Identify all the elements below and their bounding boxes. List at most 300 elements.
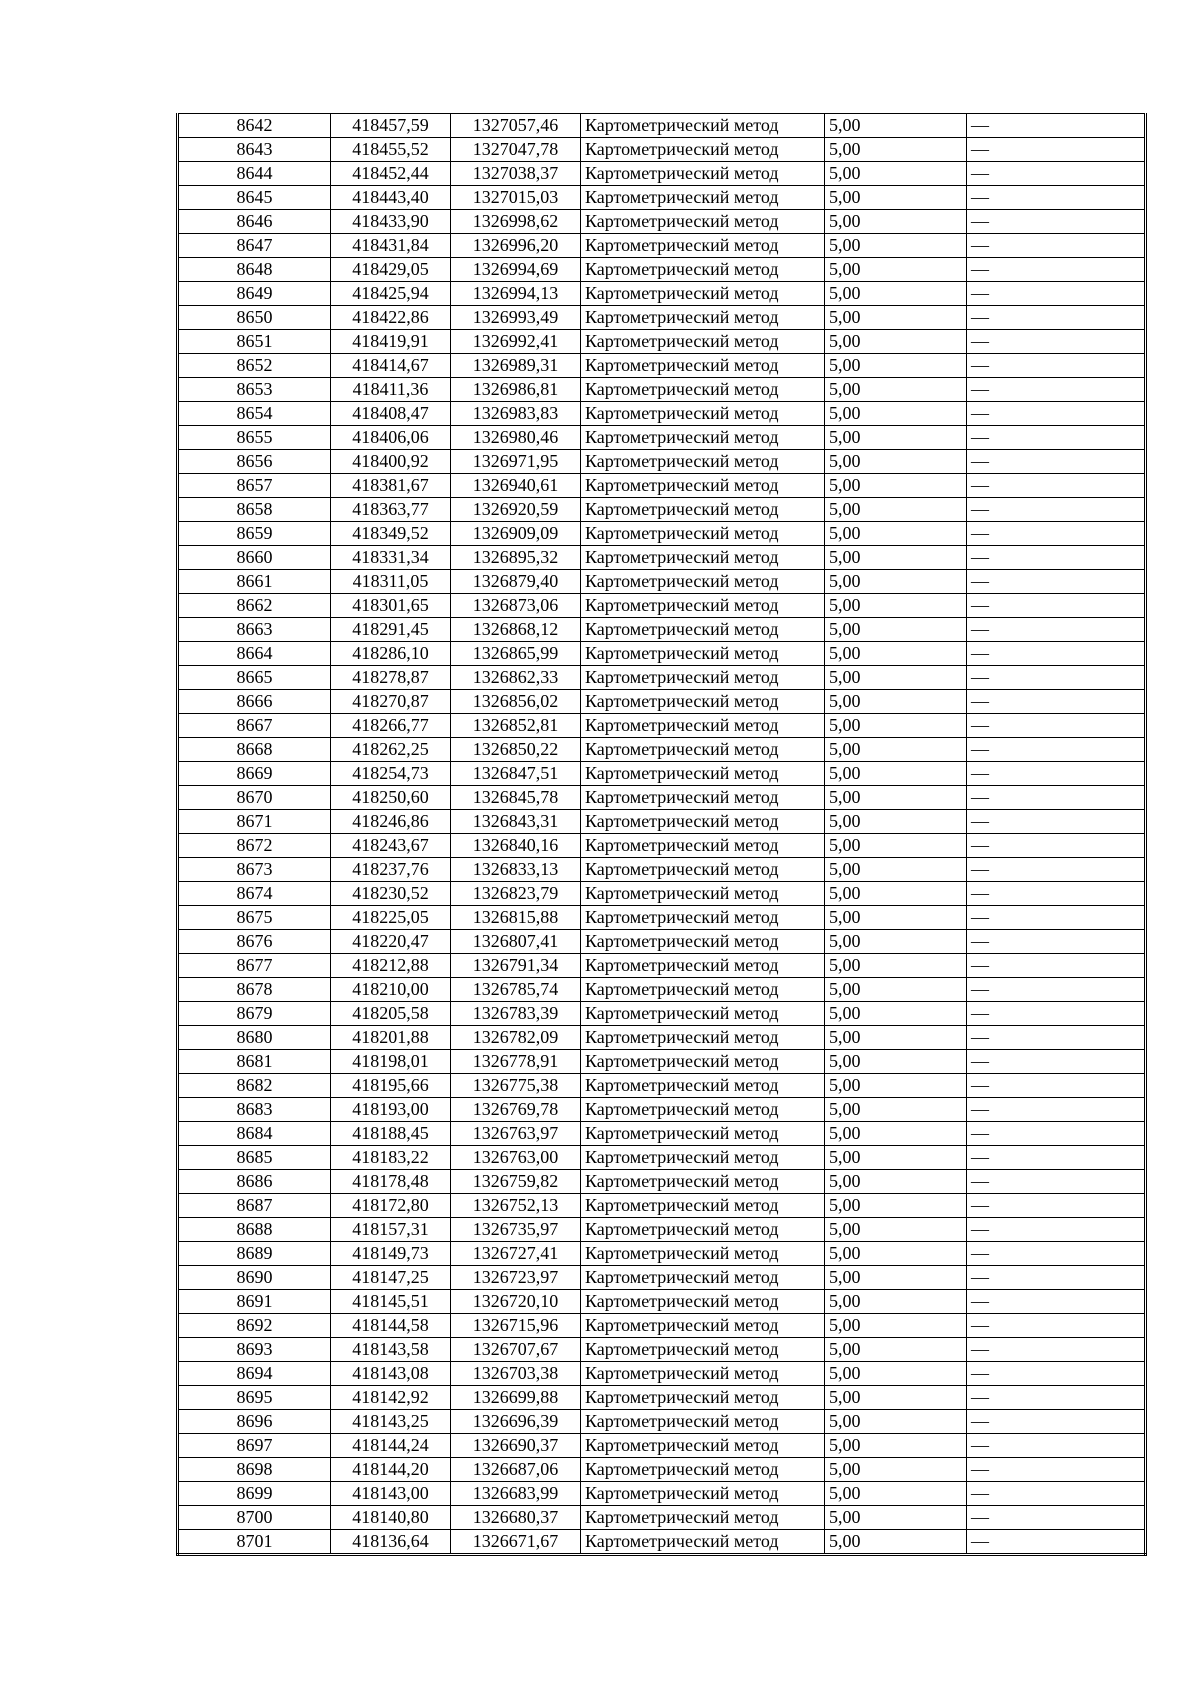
table-row	[178, 474, 1146, 498]
description-cell: —	[967, 834, 1146, 858]
x-coordinate-cell: 418457,59	[331, 114, 451, 138]
accuracy-cell: 5,00	[825, 1074, 967, 1098]
description-cell: —	[967, 618, 1146, 642]
table-row	[178, 738, 1146, 762]
x-coordinate-cell: 418286,10	[331, 642, 451, 666]
description-cell: —	[967, 1266, 1146, 1290]
method-cell: Картометрический метод	[581, 978, 825, 1002]
table-row	[178, 1338, 1146, 1362]
method-cell: Картометрический метод	[581, 1218, 825, 1242]
method-cell: Картометрический метод	[581, 354, 825, 378]
accuracy-cell: 5,00	[825, 1530, 967, 1555]
table-row	[178, 858, 1146, 882]
description-cell: —	[967, 954, 1146, 978]
y-coordinate-cell: 1326715,96	[451, 1314, 581, 1338]
point-number-cell: 8685	[178, 1146, 331, 1170]
accuracy-cell: 5,00	[825, 402, 967, 426]
description-cell: —	[967, 978, 1146, 1002]
description-cell: —	[967, 1242, 1146, 1266]
accuracy-cell: 5,00	[825, 1098, 967, 1122]
x-coordinate-cell: 418144,20	[331, 1458, 451, 1482]
table-row	[178, 1170, 1146, 1194]
description-cell: —	[967, 1482, 1146, 1506]
method-cell: Картометрический метод	[581, 1122, 825, 1146]
y-coordinate-cell: 1326699,88	[451, 1386, 581, 1410]
y-coordinate-cell: 1326769,78	[451, 1098, 581, 1122]
method-cell: Картометрический метод	[581, 1074, 825, 1098]
x-coordinate-cell: 418147,25	[331, 1266, 451, 1290]
method-cell: Картометрический метод	[581, 810, 825, 834]
x-coordinate-cell: 418205,58	[331, 1002, 451, 1026]
table-row	[178, 930, 1146, 954]
y-coordinate-cell: 1326763,00	[451, 1146, 581, 1170]
description-cell: —	[967, 1122, 1146, 1146]
table-row	[178, 1362, 1146, 1386]
table-row	[178, 954, 1146, 978]
description-cell: —	[967, 1194, 1146, 1218]
method-cell: Картометрический метод	[581, 906, 825, 930]
x-coordinate-cell: 418452,44	[331, 162, 451, 186]
method-cell: Картометрический метод	[581, 1530, 825, 1555]
point-number-cell: 8691	[178, 1290, 331, 1314]
point-number-cell: 8694	[178, 1362, 331, 1386]
method-cell: Картометрический метод	[581, 714, 825, 738]
table-row	[178, 1122, 1146, 1146]
x-coordinate-cell: 418363,77	[331, 498, 451, 522]
y-coordinate-cell: 1326778,91	[451, 1050, 581, 1074]
accuracy-cell: 5,00	[825, 114, 967, 138]
point-number-cell: 8649	[178, 282, 331, 306]
description-cell: —	[967, 1002, 1146, 1026]
method-cell: Картометрический метод	[581, 210, 825, 234]
description-cell: —	[967, 666, 1146, 690]
description-cell: —	[967, 570, 1146, 594]
point-number-cell: 8644	[178, 162, 331, 186]
table-row	[178, 402, 1146, 426]
y-coordinate-cell: 1326862,33	[451, 666, 581, 690]
accuracy-cell: 5,00	[825, 1410, 967, 1434]
table-row	[178, 1194, 1146, 1218]
x-coordinate-cell: 418455,52	[331, 138, 451, 162]
x-coordinate-cell: 418422,86	[331, 306, 451, 330]
method-cell: Картометрический метод	[581, 186, 825, 210]
description-cell: —	[967, 1530, 1146, 1555]
x-coordinate-cell: 418433,90	[331, 210, 451, 234]
accuracy-cell: 5,00	[825, 666, 967, 690]
point-number-cell: 8661	[178, 570, 331, 594]
table-row	[178, 1146, 1146, 1170]
point-number-cell: 8660	[178, 546, 331, 570]
y-coordinate-cell: 1326865,99	[451, 642, 581, 666]
x-coordinate-cell: 418291,45	[331, 618, 451, 642]
accuracy-cell: 5,00	[825, 162, 967, 186]
method-cell: Картометрический метод	[581, 642, 825, 666]
y-coordinate-cell: 1326752,13	[451, 1194, 581, 1218]
point-number-cell: 8689	[178, 1242, 331, 1266]
table-row	[178, 1218, 1146, 1242]
point-number-cell: 8679	[178, 1002, 331, 1026]
y-coordinate-cell: 1326791,34	[451, 954, 581, 978]
point-number-cell: 8658	[178, 498, 331, 522]
y-coordinate-cell: 1326696,39	[451, 1410, 581, 1434]
accuracy-cell: 5,00	[825, 450, 967, 474]
accuracy-cell: 5,00	[825, 1458, 967, 1482]
x-coordinate-cell: 418431,84	[331, 234, 451, 258]
coordinates-table	[176, 113, 1147, 1556]
description-cell: —	[967, 1434, 1146, 1458]
description-cell: —	[967, 114, 1146, 138]
point-number-cell: 8699	[178, 1482, 331, 1506]
description-cell: —	[967, 882, 1146, 906]
y-coordinate-cell: 1326687,06	[451, 1458, 581, 1482]
point-number-cell: 8651	[178, 330, 331, 354]
description-cell: —	[967, 1146, 1146, 1170]
point-number-cell: 8655	[178, 426, 331, 450]
method-cell: Картометрический метод	[581, 1458, 825, 1482]
y-coordinate-cell: 1326989,31	[451, 354, 581, 378]
method-cell: Картометрический метод	[581, 570, 825, 594]
point-number-cell: 8676	[178, 930, 331, 954]
accuracy-cell: 5,00	[825, 978, 967, 1002]
x-coordinate-cell: 418183,22	[331, 1146, 451, 1170]
description-cell: —	[967, 498, 1146, 522]
description-cell: —	[967, 306, 1146, 330]
description-cell: —	[967, 1314, 1146, 1338]
point-number-cell: 8692	[178, 1314, 331, 1338]
method-cell: Картометрический метод	[581, 306, 825, 330]
table-row	[178, 570, 1146, 594]
description-cell: —	[967, 258, 1146, 282]
point-number-cell: 8673	[178, 858, 331, 882]
method-cell: Картометрический метод	[581, 834, 825, 858]
method-cell: Картометрический метод	[581, 1170, 825, 1194]
point-number-cell: 8646	[178, 210, 331, 234]
description-cell: —	[967, 594, 1146, 618]
table-row	[178, 786, 1146, 810]
table-row	[178, 282, 1146, 306]
x-coordinate-cell: 418201,88	[331, 1026, 451, 1050]
method-cell: Картометрический метод	[581, 1338, 825, 1362]
y-coordinate-cell: 1326703,38	[451, 1362, 581, 1386]
point-number-cell: 8681	[178, 1050, 331, 1074]
method-cell: Картометрический метод	[581, 954, 825, 978]
x-coordinate-cell: 418172,80	[331, 1194, 451, 1218]
method-cell: Картометрический метод	[581, 282, 825, 306]
table-row	[178, 1242, 1146, 1266]
y-coordinate-cell: 1326983,83	[451, 402, 581, 426]
x-coordinate-cell: 418157,31	[331, 1218, 451, 1242]
y-coordinate-cell: 1326823,79	[451, 882, 581, 906]
table-row	[178, 1434, 1146, 1458]
method-cell: Картометрический метод	[581, 1026, 825, 1050]
accuracy-cell: 5,00	[825, 474, 967, 498]
y-coordinate-cell: 1326940,61	[451, 474, 581, 498]
description-cell: —	[967, 474, 1146, 498]
x-coordinate-cell: 418243,67	[331, 834, 451, 858]
description-cell: —	[967, 930, 1146, 954]
x-coordinate-cell: 418188,45	[331, 1122, 451, 1146]
point-number-cell: 8690	[178, 1266, 331, 1290]
accuracy-cell: 5,00	[825, 282, 967, 306]
point-number-cell: 8656	[178, 450, 331, 474]
method-cell: Картометрический метод	[581, 738, 825, 762]
table-row	[178, 618, 1146, 642]
method-cell: Картометрический метод	[581, 1194, 825, 1218]
x-coordinate-cell: 418425,94	[331, 282, 451, 306]
accuracy-cell: 5,00	[825, 1386, 967, 1410]
accuracy-cell: 5,00	[825, 1242, 967, 1266]
method-cell: Картометрический метод	[581, 1098, 825, 1122]
table-row	[178, 1050, 1146, 1074]
point-number-cell: 8657	[178, 474, 331, 498]
y-coordinate-cell: 1326727,41	[451, 1242, 581, 1266]
y-coordinate-cell: 1326993,49	[451, 306, 581, 330]
point-number-cell: 8674	[178, 882, 331, 906]
accuracy-cell: 5,00	[825, 882, 967, 906]
y-coordinate-cell: 1326847,51	[451, 762, 581, 786]
y-coordinate-cell: 1326856,02	[451, 690, 581, 714]
method-cell: Картометрический метод	[581, 546, 825, 570]
table-row	[178, 1290, 1146, 1314]
table-row	[178, 690, 1146, 714]
accuracy-cell: 5,00	[825, 1194, 967, 1218]
table-row	[178, 1482, 1146, 1506]
x-coordinate-cell: 418193,00	[331, 1098, 451, 1122]
point-number-cell: 8700	[178, 1506, 331, 1530]
point-number-cell: 8686	[178, 1170, 331, 1194]
y-coordinate-cell: 1326850,22	[451, 738, 581, 762]
point-number-cell: 8653	[178, 378, 331, 402]
x-coordinate-cell: 418270,87	[331, 690, 451, 714]
method-cell: Картометрический метод	[581, 330, 825, 354]
description-cell: —	[967, 1410, 1146, 1434]
table-row	[178, 1098, 1146, 1122]
method-cell: Картометрический метод	[581, 1146, 825, 1170]
x-coordinate-cell: 418140,80	[331, 1506, 451, 1530]
point-number-cell: 8659	[178, 522, 331, 546]
y-coordinate-cell: 1326992,41	[451, 330, 581, 354]
y-coordinate-cell: 1326690,37	[451, 1434, 581, 1458]
point-number-cell: 8664	[178, 642, 331, 666]
table-row	[178, 1458, 1146, 1482]
y-coordinate-cell: 1326783,39	[451, 1002, 581, 1026]
description-cell: —	[967, 162, 1146, 186]
description-cell: —	[967, 714, 1146, 738]
x-coordinate-cell: 418143,08	[331, 1362, 451, 1386]
method-cell: Картометрический метод	[581, 882, 825, 906]
description-cell: —	[967, 426, 1146, 450]
point-number-cell: 8687	[178, 1194, 331, 1218]
point-number-cell: 8697	[178, 1434, 331, 1458]
method-cell: Картометрический метод	[581, 162, 825, 186]
description-cell: —	[967, 690, 1146, 714]
table-row	[178, 594, 1146, 618]
point-number-cell: 8680	[178, 1026, 331, 1050]
x-coordinate-cell: 418198,01	[331, 1050, 451, 1074]
method-cell: Картометрический метод	[581, 1002, 825, 1026]
y-coordinate-cell: 1326996,20	[451, 234, 581, 258]
method-cell: Картометрический метод	[581, 1362, 825, 1386]
y-coordinate-cell: 1326707,67	[451, 1338, 581, 1362]
accuracy-cell: 5,00	[825, 690, 967, 714]
y-coordinate-cell: 1326759,82	[451, 1170, 581, 1194]
method-cell: Картометрический метод	[581, 1050, 825, 1074]
description-cell: —	[967, 738, 1146, 762]
x-coordinate-cell: 418178,48	[331, 1170, 451, 1194]
accuracy-cell: 5,00	[825, 330, 967, 354]
x-coordinate-cell: 418212,88	[331, 954, 451, 978]
accuracy-cell: 5,00	[825, 1362, 967, 1386]
x-coordinate-cell: 418443,40	[331, 186, 451, 210]
table-row	[178, 1530, 1146, 1555]
description-cell: —	[967, 1170, 1146, 1194]
accuracy-cell: 5,00	[825, 834, 967, 858]
point-number-cell: 8665	[178, 666, 331, 690]
table-row	[178, 258, 1146, 282]
table-row	[178, 114, 1146, 138]
description-cell: —	[967, 1218, 1146, 1242]
accuracy-cell: 5,00	[825, 1050, 967, 1074]
method-cell: Картометрический метод	[581, 474, 825, 498]
description-cell: —	[967, 378, 1146, 402]
y-coordinate-cell: 1326775,38	[451, 1074, 581, 1098]
accuracy-cell: 5,00	[825, 618, 967, 642]
description-cell: —	[967, 1386, 1146, 1410]
method-cell: Картометрический метод	[581, 1290, 825, 1314]
y-coordinate-cell: 1326980,46	[451, 426, 581, 450]
accuracy-cell: 5,00	[825, 570, 967, 594]
y-coordinate-cell: 1327047,78	[451, 138, 581, 162]
table-row	[178, 714, 1146, 738]
y-coordinate-cell: 1326683,99	[451, 1482, 581, 1506]
point-number-cell: 8663	[178, 618, 331, 642]
table-row	[178, 1002, 1146, 1026]
description-cell: —	[967, 642, 1146, 666]
description-cell: —	[967, 1290, 1146, 1314]
description-cell: —	[967, 906, 1146, 930]
point-number-cell: 8662	[178, 594, 331, 618]
method-cell: Картометрический метод	[581, 930, 825, 954]
x-coordinate-cell: 418149,73	[331, 1242, 451, 1266]
method-cell: Картометрический метод	[581, 138, 825, 162]
y-coordinate-cell: 1326815,88	[451, 906, 581, 930]
x-coordinate-cell: 418230,52	[331, 882, 451, 906]
method-cell: Картометрический метод	[581, 1266, 825, 1290]
method-cell: Картометрический метод	[581, 234, 825, 258]
y-coordinate-cell: 1326807,41	[451, 930, 581, 954]
point-number-cell: 8667	[178, 714, 331, 738]
table-row	[178, 1410, 1146, 1434]
y-coordinate-cell: 1326833,13	[451, 858, 581, 882]
y-coordinate-cell: 1326971,95	[451, 450, 581, 474]
x-coordinate-cell: 418419,91	[331, 330, 451, 354]
point-number-cell: 8648	[178, 258, 331, 282]
accuracy-cell: 5,00	[825, 1002, 967, 1026]
table-row	[178, 1386, 1146, 1410]
point-number-cell: 8695	[178, 1386, 331, 1410]
point-number-cell: 8643	[178, 138, 331, 162]
table-row	[178, 426, 1146, 450]
x-coordinate-cell: 418278,87	[331, 666, 451, 690]
y-coordinate-cell: 1326845,78	[451, 786, 581, 810]
point-number-cell: 8683	[178, 1098, 331, 1122]
method-cell: Картометрический метод	[581, 498, 825, 522]
point-number-cell: 8677	[178, 954, 331, 978]
table-body	[178, 114, 1146, 1555]
point-number-cell: 8693	[178, 1338, 331, 1362]
description-cell: —	[967, 786, 1146, 810]
method-cell: Картометрический метод	[581, 1314, 825, 1338]
x-coordinate-cell: 418210,00	[331, 978, 451, 1002]
x-coordinate-cell: 418142,92	[331, 1386, 451, 1410]
accuracy-cell: 5,00	[825, 954, 967, 978]
description-cell: —	[967, 1098, 1146, 1122]
description-cell: —	[967, 450, 1146, 474]
method-cell: Картометрический метод	[581, 1386, 825, 1410]
table-row	[178, 810, 1146, 834]
description-cell: —	[967, 1458, 1146, 1482]
y-coordinate-cell: 1327038,37	[451, 162, 581, 186]
table-row	[178, 234, 1146, 258]
method-cell: Картометрический метод	[581, 114, 825, 138]
x-coordinate-cell: 418220,47	[331, 930, 451, 954]
point-number-cell: 8666	[178, 690, 331, 714]
accuracy-cell: 5,00	[825, 1482, 967, 1506]
accuracy-cell: 5,00	[825, 1290, 967, 1314]
method-cell: Картометрический метод	[581, 786, 825, 810]
description-cell: —	[967, 546, 1146, 570]
table-row	[178, 666, 1146, 690]
point-number-cell: 8678	[178, 978, 331, 1002]
y-coordinate-cell: 1326998,62	[451, 210, 581, 234]
table-row	[178, 1314, 1146, 1338]
y-coordinate-cell: 1326994,13	[451, 282, 581, 306]
x-coordinate-cell: 418143,58	[331, 1338, 451, 1362]
method-cell: Картометрический метод	[581, 594, 825, 618]
method-cell: Картометрический метод	[581, 1434, 825, 1458]
description-cell: —	[967, 402, 1146, 426]
accuracy-cell: 5,00	[825, 354, 967, 378]
description-cell: —	[967, 1026, 1146, 1050]
method-cell: Картометрический метод	[581, 258, 825, 282]
description-cell: —	[967, 858, 1146, 882]
method-cell: Картометрический метод	[581, 450, 825, 474]
description-cell: —	[967, 330, 1146, 354]
point-number-cell: 8684	[178, 1122, 331, 1146]
accuracy-cell: 5,00	[825, 378, 967, 402]
description-cell: —	[967, 234, 1146, 258]
description-cell: —	[967, 762, 1146, 786]
y-coordinate-cell: 1326763,97	[451, 1122, 581, 1146]
table-row	[178, 1506, 1146, 1530]
x-coordinate-cell: 418266,77	[331, 714, 451, 738]
accuracy-cell: 5,00	[825, 1170, 967, 1194]
accuracy-cell: 5,00	[825, 1266, 967, 1290]
x-coordinate-cell: 418411,36	[331, 378, 451, 402]
y-coordinate-cell: 1327015,03	[451, 186, 581, 210]
accuracy-cell: 5,00	[825, 1338, 967, 1362]
point-number-cell: 8696	[178, 1410, 331, 1434]
y-coordinate-cell: 1326909,09	[451, 522, 581, 546]
description-cell: —	[967, 1074, 1146, 1098]
method-cell: Картометрический метод	[581, 1410, 825, 1434]
description-cell: —	[967, 810, 1146, 834]
y-coordinate-cell: 1326843,31	[451, 810, 581, 834]
table-row	[178, 834, 1146, 858]
x-coordinate-cell: 418254,73	[331, 762, 451, 786]
table-row	[178, 522, 1146, 546]
accuracy-cell: 5,00	[825, 1434, 967, 1458]
